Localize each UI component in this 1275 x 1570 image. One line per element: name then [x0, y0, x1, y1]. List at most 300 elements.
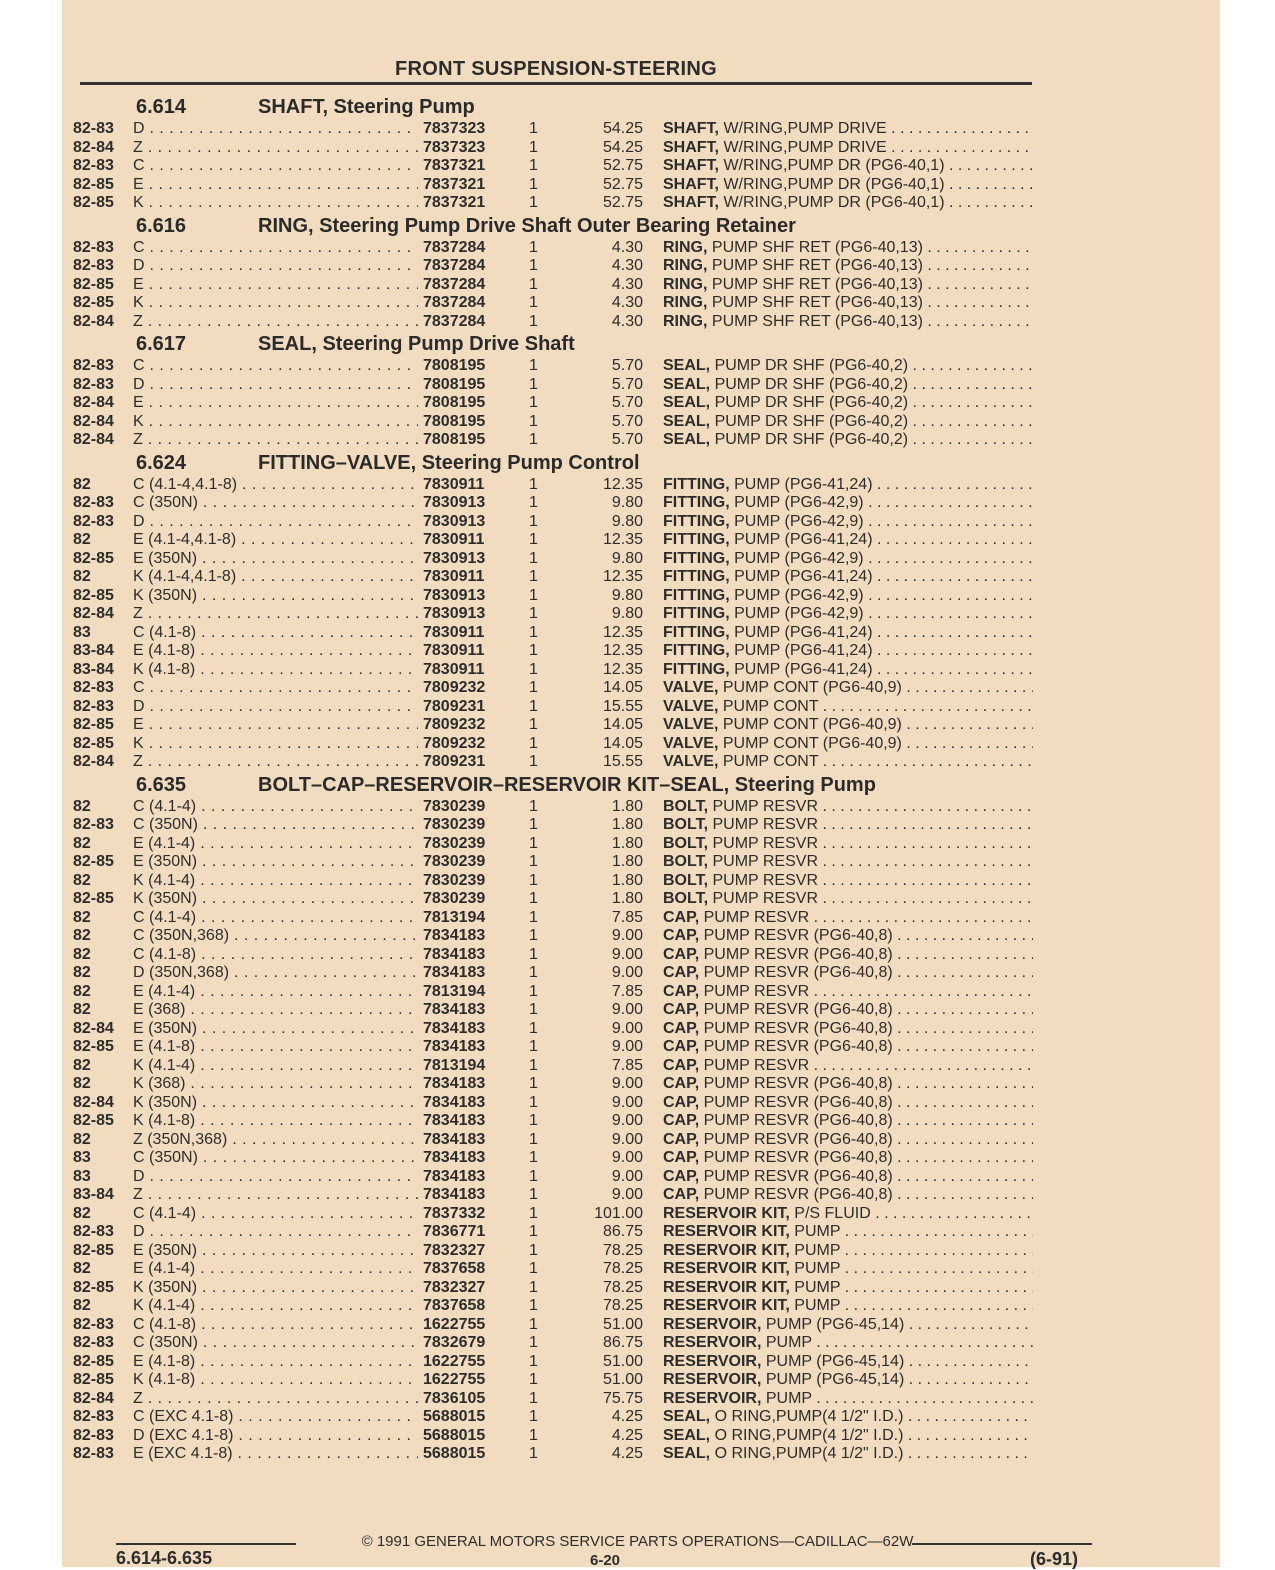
description-detail: PUMP	[765, 1389, 812, 1407]
quantity: 1	[529, 1408, 538, 1425]
table-row	[73, 139, 1033, 158]
quantity: 1	[529, 1075, 538, 1092]
model-code: E . . .	[133, 176, 418, 195]
table-row	[73, 642, 1033, 661]
description-keyword: SEAL,	[663, 375, 711, 393]
part-number: 7832327	[423, 1241, 486, 1259]
description-detail: W/RING,PUMP DR (PG6-40,1)	[723, 157, 945, 174]
price: 1.80	[611, 834, 643, 852]
table-row	[73, 698, 1033, 717]
description-keyword: FITTING,	[663, 642, 730, 659]
part-description	[663, 176, 1033, 195]
description-detail: PUMP SHF RET (PG6-40,13)	[711, 275, 923, 293]
model-code: C (350N) . . .	[133, 494, 418, 513]
quantity: 1	[529, 871, 538, 889]
quantity: 1	[529, 679, 538, 696]
part-number: 7809232	[423, 716, 486, 733]
year-range: 82-84	[73, 394, 114, 411]
quantity: 1	[529, 1186, 538, 1203]
section-title: SHAFT, Steering Pump	[258, 96, 475, 118]
year-range: 82-83	[73, 120, 114, 137]
model-code: K . . .	[133, 735, 418, 754]
model-code: C (350N) . . .	[133, 1334, 418, 1353]
model-code: C (4.1-4) . . .	[133, 1205, 418, 1224]
quantity: 1	[529, 194, 538, 211]
model-code: Z . . .	[133, 431, 418, 450]
description-detail: PUMP (PG6-42,9)	[734, 494, 864, 511]
description-detail: O RING,PUMP(4 1/2" I.D.)	[714, 1445, 904, 1462]
part-description	[663, 835, 1033, 854]
part-number: 7837323	[423, 138, 486, 156]
table-row	[73, 431, 1033, 450]
part-description	[663, 1427, 1033, 1446]
description-keyword: FITTING,	[663, 605, 730, 622]
description-detail: PUMP RESVR (PG6-40,8)	[703, 1093, 893, 1111]
year-range: 82-84	[73, 138, 114, 156]
description-keyword: CAP,	[663, 1149, 700, 1166]
year-range: 82-85	[73, 586, 114, 604]
description-keyword: FITTING,	[663, 623, 730, 641]
section-header	[73, 213, 1033, 239]
price: 9.80	[611, 605, 643, 622]
year-range: 82-83	[73, 494, 114, 511]
table-row	[73, 1168, 1033, 1187]
model-code: K . . .	[133, 194, 418, 213]
description-detail: PUMP CONT	[722, 753, 819, 770]
table-row	[73, 605, 1033, 624]
description-detail: PUMP RESVR (PG6-40,8)	[703, 927, 893, 944]
quantity: 1	[529, 238, 538, 256]
section-header	[73, 94, 1033, 120]
quantity: 1	[529, 734, 538, 752]
price: 12.35	[602, 568, 643, 585]
part-description	[663, 983, 1033, 1002]
price: 14.05	[602, 734, 643, 752]
year-range: 83	[73, 1149, 91, 1166]
table-row	[73, 1408, 1033, 1427]
year-range: 82-84	[73, 605, 114, 622]
quantity: 1	[529, 1278, 538, 1296]
table-row	[73, 1001, 1033, 1020]
table-row	[73, 753, 1033, 772]
description-detail: PUMP CONT (PG6-40,9)	[722, 679, 902, 696]
part-description	[663, 816, 1033, 835]
quantity: 1	[529, 1130, 538, 1148]
model-code: E (4.1-4,4.1-8) . . .	[133, 531, 418, 550]
model-code: E (368) . . .	[133, 1001, 418, 1020]
description-keyword: RESERVOIR KIT,	[663, 1223, 790, 1240]
description-detail: PUMP RESVR (PG6-40,8)	[703, 1167, 893, 1185]
model-code: Z . . .	[133, 139, 418, 158]
description-detail: O RING,PUMP(4 1/2" I.D.)	[714, 1408, 904, 1425]
description-detail: PUMP RESVR (PG6-40,8)	[703, 1038, 893, 1055]
description-keyword: RESERVOIR,	[663, 1334, 762, 1351]
part-description	[663, 157, 1033, 176]
description-detail: PUMP RESVR (PG6-40,8)	[703, 1075, 893, 1092]
part-number: 7834183	[423, 1167, 486, 1185]
price: 9.80	[611, 512, 643, 530]
part-number: 7830911	[423, 642, 485, 659]
price: 54.25	[602, 120, 643, 137]
description-keyword: RING,	[663, 275, 708, 293]
part-number: 7834183	[423, 964, 486, 981]
table-row	[73, 157, 1033, 176]
part-description	[663, 1334, 1033, 1353]
model-code: K (350N) . . .	[133, 1094, 418, 1113]
year-range: 82	[73, 568, 91, 585]
model-code: K (4.1-8) . . .	[133, 1112, 418, 1131]
table-row	[73, 1149, 1033, 1168]
model-code: D (350N,368) . . .	[133, 964, 418, 983]
part-number: 7836771	[423, 1223, 486, 1240]
model-code: Z . . .	[133, 313, 418, 332]
table-row	[73, 964, 1033, 983]
year-range: 82-85	[73, 734, 114, 752]
part-number: 5688015	[423, 1426, 486, 1444]
price: 86.75	[602, 1334, 643, 1351]
description-keyword: BOLT,	[663, 871, 709, 889]
description-detail: PUMP DR SHF (PG6-40,2)	[714, 394, 909, 411]
section-number: 6.617	[136, 333, 187, 355]
model-code: C . . .	[133, 239, 418, 258]
part-description	[663, 1186, 1033, 1205]
part-number: 1622755	[423, 1371, 486, 1388]
price: 1.80	[611, 871, 643, 889]
year-range: 82-83	[73, 816, 114, 833]
footer-date: (6-91)	[1030, 1549, 1079, 1569]
table-row	[73, 1057, 1033, 1076]
quantity: 1	[529, 1260, 538, 1277]
description-detail: O RING,PUMP(4 1/2" I.D.)	[714, 1426, 904, 1444]
section-title: SEAL, Steering Pump Drive Shaft	[258, 333, 575, 355]
part-number: 7834183	[423, 1130, 486, 1148]
quantity: 1	[529, 945, 538, 963]
part-number: 7837284	[423, 312, 486, 330]
description-keyword: RESERVOIR KIT,	[663, 1241, 790, 1259]
quantity: 1	[529, 1389, 538, 1407]
part-number: 7834183	[423, 1019, 486, 1037]
table-row	[73, 927, 1033, 946]
price: 51.00	[602, 1352, 643, 1370]
quantity: 1	[529, 642, 538, 659]
price: 52.75	[602, 157, 643, 174]
part-description	[663, 661, 1033, 680]
quantity: 1	[529, 157, 538, 174]
description-keyword: CAP,	[663, 1001, 700, 1018]
part-number: 7809232	[423, 734, 486, 752]
part-number: 1622755	[423, 1352, 486, 1370]
description-keyword: FITTING,	[663, 568, 730, 585]
part-description	[663, 853, 1033, 872]
year-range: 82	[73, 908, 91, 926]
table-row	[73, 661, 1033, 680]
description-keyword: SHAFT,	[663, 120, 719, 137]
price: 9.00	[611, 1093, 643, 1111]
table-row	[73, 1279, 1033, 1298]
model-code: K (4.1-4) . . .	[133, 872, 418, 891]
table-row	[73, 1427, 1033, 1446]
part-number: 7809232	[423, 679, 486, 696]
year-range: 82	[73, 475, 91, 493]
model-code: D . . .	[133, 257, 418, 276]
price: 5.70	[611, 375, 643, 393]
description-detail: PUMP DR SHF (PG6-40,2)	[714, 412, 909, 430]
model-code: D . . .	[133, 1168, 418, 1187]
part-number: 7837321	[423, 175, 486, 193]
model-code: C (4.1-8) . . .	[133, 946, 418, 965]
description-detail: W/RING,PUMP DR (PG6-40,1)	[723, 194, 945, 211]
price: 12.35	[602, 475, 643, 493]
description-keyword: RESERVOIR,	[663, 1352, 762, 1370]
description-keyword: SEAL,	[663, 1445, 711, 1462]
description-keyword: FITTING,	[663, 586, 730, 604]
description-keyword: VALVE,	[663, 679, 719, 696]
part-description	[663, 1408, 1033, 1427]
model-code: E (350N) . . .	[133, 853, 418, 872]
model-code: E (350N) . . .	[133, 1242, 418, 1261]
part-description	[663, 313, 1033, 332]
table-row	[73, 1371, 1033, 1390]
table-row	[73, 735, 1033, 754]
year-range: 82-83	[73, 157, 114, 174]
description-detail: PUMP	[794, 1297, 841, 1314]
year-range: 82	[73, 1130, 91, 1148]
year-range: 82-83	[73, 1445, 114, 1462]
quantity: 1	[529, 1352, 538, 1370]
table-row	[73, 394, 1033, 413]
description-detail: PUMP	[794, 1241, 841, 1259]
part-description	[663, 1131, 1033, 1150]
section-title: FITTING–VALVE, Steering Pump Control	[258, 451, 640, 474]
price: 1.80	[611, 853, 643, 870]
quantity: 1	[529, 494, 538, 511]
description-detail: PUMP RESVR (PG6-40,8)	[703, 1112, 893, 1129]
price: 1.80	[611, 890, 643, 907]
price: 4.25	[611, 1445, 643, 1462]
table-row	[73, 357, 1033, 376]
model-code: C (4.1-4) . . .	[133, 798, 418, 817]
part-description	[663, 946, 1033, 965]
description-keyword: CAP,	[663, 1075, 700, 1092]
quantity: 1	[529, 175, 538, 193]
footer-section-range: 6.614-6.635	[116, 1548, 213, 1568]
year-range: 82-83	[73, 375, 114, 393]
table-row	[73, 568, 1033, 587]
description-keyword: CAP,	[663, 927, 700, 944]
description-keyword: SEAL,	[663, 1426, 711, 1444]
part-number: 7834183	[423, 945, 486, 963]
description-detail: PUMP RESVR	[703, 1056, 810, 1074]
description-detail: PUMP RESVR	[703, 982, 810, 1000]
part-description	[663, 494, 1033, 513]
price: 7.85	[611, 908, 643, 926]
part-description	[663, 587, 1033, 606]
quantity: 1	[529, 586, 538, 604]
description-detail: PUMP RESVR (PG6-40,8)	[703, 1130, 893, 1148]
table-row	[73, 120, 1033, 139]
description-detail: PUMP RESVR (PG6-40,8)	[703, 1019, 893, 1037]
quantity: 1	[529, 816, 538, 833]
description-detail: PUMP (PG6-41,24)	[734, 623, 873, 641]
description-keyword: VALVE,	[663, 716, 719, 733]
model-code: C (4.1-4,4.1-8) . . .	[133, 476, 418, 495]
table-row	[73, 909, 1033, 928]
model-code: E . . .	[133, 276, 418, 295]
price: 78.25	[602, 1241, 643, 1259]
part-description	[663, 357, 1033, 376]
model-code: D . . .	[133, 513, 418, 532]
description-keyword: SHAFT,	[663, 175, 719, 193]
description-detail: PUMP CONT (PG6-40,9)	[722, 734, 902, 752]
quantity: 1	[529, 797, 538, 815]
description-detail: PUMP (PG6-45,14)	[765, 1315, 905, 1333]
price: 1.80	[611, 816, 643, 833]
price: 12.35	[602, 660, 643, 678]
year-range: 83-84	[73, 660, 114, 678]
quantity: 1	[529, 1297, 538, 1314]
year-range: 82	[73, 927, 91, 944]
part-number: 5688015	[423, 1445, 486, 1462]
table-row	[73, 853, 1033, 872]
year-range: 82-85	[73, 1278, 114, 1296]
price: 9.00	[611, 1130, 643, 1148]
price: 12.35	[602, 623, 643, 641]
year-range: 82-85	[73, 890, 114, 907]
quantity: 1	[529, 1001, 538, 1018]
price: 9.00	[611, 1149, 643, 1166]
price: 9.00	[611, 927, 643, 944]
year-range: 82-85	[73, 1038, 114, 1055]
part-number: 7834183	[423, 1093, 486, 1111]
year-range: 82-84	[73, 1093, 114, 1111]
table-row	[73, 239, 1033, 258]
description-keyword: VALVE,	[663, 734, 719, 752]
description-detail: PUMP DR SHF (PG6-40,2)	[714, 375, 909, 393]
model-code: C (EXC 4.1-8) . . .	[133, 1408, 418, 1427]
table-row	[73, 1131, 1033, 1150]
description-detail: PUMP CONT	[722, 697, 819, 715]
part-number: 7809231	[423, 753, 486, 770]
quantity: 1	[529, 890, 538, 907]
part-number: 7809231	[423, 697, 486, 715]
price: 15.55	[602, 697, 643, 715]
description-detail: PUMP SHF RET (PG6-40,13)	[711, 312, 923, 330]
year-range: 82	[73, 871, 91, 889]
description-keyword: CAP,	[663, 1038, 700, 1055]
year-range: 83-84	[73, 642, 114, 659]
description-detail: PUMP RESVR (PG6-40,8)	[703, 964, 893, 981]
description-keyword: CAP,	[663, 1186, 700, 1203]
part-number: 7808195	[423, 431, 486, 448]
description-keyword: FITTING,	[663, 660, 730, 678]
table-row	[73, 1186, 1033, 1205]
year-range: 82-85	[73, 294, 114, 311]
model-code: E (350N) . . .	[133, 1020, 418, 1039]
model-code: E (350N) . . .	[133, 550, 418, 569]
part-number: 7830239	[423, 816, 486, 833]
table-row	[73, 257, 1033, 276]
description-keyword: BOLT,	[663, 797, 709, 815]
table-row	[73, 313, 1033, 332]
year-range: 83	[73, 623, 91, 641]
description-keyword: CAP,	[663, 1019, 700, 1037]
quantity: 1	[529, 697, 538, 715]
price: 4.25	[611, 1426, 643, 1444]
price: 5.70	[611, 431, 643, 448]
price: 4.25	[611, 1408, 643, 1425]
model-code: K . . .	[133, 413, 418, 432]
quantity: 1	[529, 834, 538, 852]
part-description	[663, 927, 1033, 946]
part-number: 7837284	[423, 294, 486, 311]
year-range: 82-85	[73, 1112, 114, 1129]
quantity: 1	[529, 394, 538, 411]
model-code: Z . . .	[133, 605, 418, 624]
model-code: D . . .	[133, 376, 418, 395]
quantity: 1	[529, 549, 538, 567]
description-detail: PUMP (PG6-41,24)	[734, 531, 873, 548]
part-description	[663, 1112, 1033, 1131]
quantity: 1	[529, 1038, 538, 1055]
part-description	[663, 1390, 1033, 1409]
part-number: 7808195	[423, 394, 486, 411]
description-keyword: CAP,	[663, 1056, 700, 1074]
year-range: 82-83	[73, 1223, 114, 1240]
table-row	[73, 679, 1033, 698]
quantity: 1	[529, 275, 538, 293]
model-code: D . . .	[133, 120, 418, 139]
table-row	[73, 1205, 1033, 1224]
price: 78.25	[602, 1297, 643, 1314]
part-number: 7830911	[423, 568, 485, 585]
model-code: C . . .	[133, 357, 418, 376]
description-detail: PUMP RESVR	[712, 853, 818, 870]
table-row	[73, 1390, 1033, 1409]
year-range: 82-85	[73, 549, 114, 567]
year-range: 82-84	[73, 753, 114, 770]
description-detail: PUMP RESVR	[712, 834, 818, 852]
quantity: 1	[529, 716, 538, 733]
section-number: 6.616	[136, 214, 187, 237]
price: 54.25	[602, 138, 643, 156]
section-number: 6.614	[136, 96, 187, 118]
part-description	[663, 735, 1033, 754]
price: 51.00	[602, 1371, 643, 1388]
part-description	[663, 753, 1033, 772]
part-number: 7837658	[423, 1260, 486, 1277]
part-number: 7834183	[423, 1075, 486, 1092]
part-number: 7834183	[423, 1186, 486, 1203]
price: 75.75	[602, 1389, 643, 1407]
table-row	[73, 946, 1033, 965]
price: 4.30	[611, 275, 643, 293]
table-row	[73, 1094, 1033, 1113]
description-detail: PUMP (PG6-41,24)	[734, 660, 873, 678]
price: 4.30	[611, 312, 643, 330]
description-keyword: SHAFT,	[663, 194, 719, 211]
price: 52.75	[602, 175, 643, 193]
description-keyword: RESERVOIR,	[663, 1315, 762, 1333]
year-range: 82-83	[73, 512, 114, 530]
part-description	[663, 964, 1033, 983]
description-keyword: CAP,	[663, 982, 700, 1000]
price: 9.00	[611, 1186, 643, 1203]
part-number: 7830239	[423, 797, 486, 815]
quantity: 1	[529, 375, 538, 393]
year-range: 82-85	[73, 1371, 114, 1388]
description-detail: PUMP DR SHF (PG6-40,2)	[714, 431, 909, 448]
description-detail: W/RING,PUMP DR (PG6-40,1)	[723, 175, 945, 193]
